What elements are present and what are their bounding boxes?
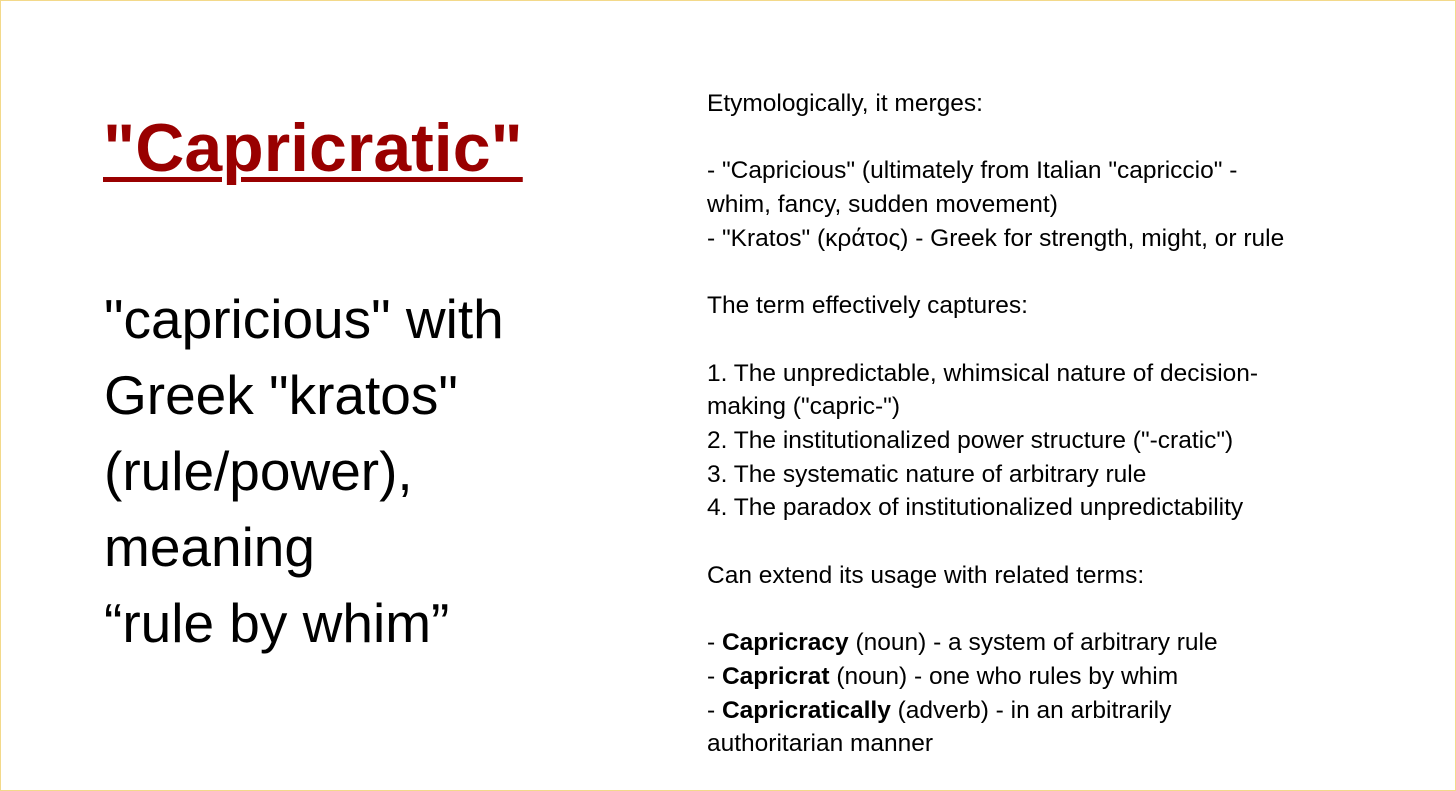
related-term-prefix: - [707,662,722,690]
related-term-description: (noun) - one who rules by whim [829,662,1179,690]
related-term-item [707,626,1447,660]
explanation-text [707,87,1447,761]
captures-item: 1. The unpredictable, whimsical nature of decision- [707,359,1259,387]
related-term-item [707,694,1447,728]
related-term-prefix: - [707,629,722,657]
definition-line: meaning [104,516,315,578]
captures-item: 4. The paradox of institutionalized unpredictability [707,494,1244,522]
etymology-item: - "Kratos" (κράτος) - Greek for strength, might, or rule [707,224,1285,252]
definition-block [104,281,664,661]
related-term-name: Capricracy [721,629,849,657]
related-term-item [707,660,1447,694]
definition-line: Greek "kratos" [104,364,458,426]
captures-heading: The term effectively captures: [707,292,1028,320]
etymology-item: - "Capricious" (ultimately from Italian "capriccio" - [707,157,1238,185]
slide-title: "Capricratic" [103,110,523,186]
related-term-continuation: authoritarian manner [707,730,934,758]
spacer [707,256,1447,290]
related-term-name: Capricrat [721,662,830,690]
spacer [707,121,1447,155]
captures-item: 2. The institutionalized power structure ("-cratic") [707,426,1234,454]
etymology-item: whim, fancy, sudden movement) [707,191,1058,219]
related-heading: Can extend its usage with related terms: [707,561,1145,589]
etymology-heading: Etymologically, it merges: [707,90,983,117]
spacer [707,323,1447,357]
captures-item: 3. The systematic nature of arbitrary rule [707,460,1147,488]
definition-line: “rule by whim” [104,592,450,654]
related-term-description: (adverb) - in an arbitrarily [890,696,1172,724]
captures-item: making ("capric-") [707,393,901,421]
related-term-name: Capricratically [721,696,891,724]
definition-line: "capricious" with [104,288,504,350]
definition-line: (rule/power), [104,440,413,502]
related-term-description: (noun) - a system of arbitrary rule [848,629,1218,657]
spacer [707,592,1447,626]
spacer [707,525,1447,559]
related-term-prefix: - [707,696,722,724]
